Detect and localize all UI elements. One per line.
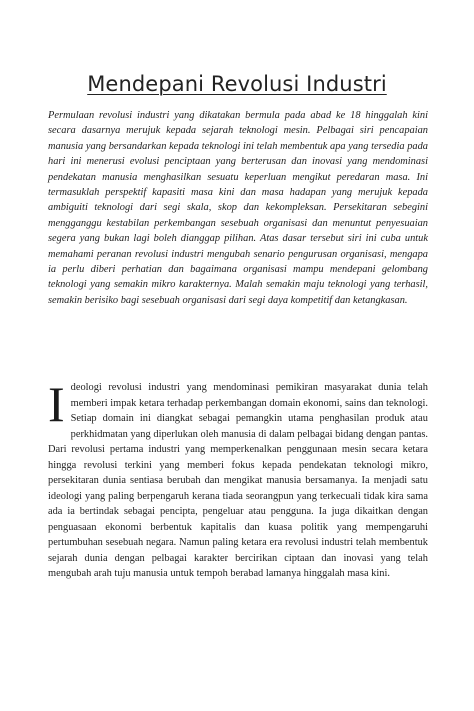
drop-cap-letter: I [48, 376, 65, 432]
page-title: Mendepani Revolusi Industri [87, 72, 387, 96]
body-paragraph [48, 376, 428, 582]
body-paragraph-text: deologi revolusi industri yang mendominasi pemikiran masyarakat dunia telah memberi impak ketara terhadap perkembangan domain ekonomi, sains dan teknologi. Setiap domain ini diangkat sebagai pemangkin utama penghasilan produk atau perkhidmatan yang diperlukan oleh manusia di dalam pelbagai bidang dengan pantas. Dari revolusi pertama industri yang memperkenalkan penggunaan mesin secara ketara hingga revolusi terkini yang memberi fokus kepada pendekatan teknologi mikro, persekitaran dunia sentiasa berubah dan mengikat manusia bersamanya. Ia menjadi satu ideologi yang paling berpengaruh kerana tiada seorangpun yang terkecuali tidak kira sama ada ia bertindak sebagai pencipta, pengeluar atau pengguna. Ia juga dikaitkan dengan penguasaan ekonomi berbentuk kapitalis dan kuasa politik yang mempengaruhi pertumbuhan sesebuah negara. Namun paling ketara era revolusi industri telah membentuk sejarah dunia dengan pelbagai karakter bercirikan ciptaan dan inovasi yang telah mengubah arah tuju manusia untuk tempoh berabad lamanya hinggalah masa kini. [48, 382, 428, 579]
abstract-paragraph: Permulaan revolusi industri yang dikatakan bermula pada abad ke 18 hinggalah kini secara dasarnya merujuk kepada sejarah teknologi mesin. Pelbagai siri pencapaian manusia yang bersandarkan kepada teknologi ini telah membentuk apa yang tersedia pada hari ini menerusi evolusi penciptaan yang berterusan dan inovasi yang mendominasi pendekatan manusia menghasilkan sesuatu keperluan mengikut peredaran masa. Ini termasuklah perspektif kapasiti masa kini dan masa hadapan yang merujuk kepada ambiguiti teknologi dari segi skala, skop dan kekompleksan. Persekitaran sebegini mengganggu kestabilan perkembangan sesebuah organisasi dan menuntut penyesuaian segera yang bukan lagi boleh dianggap pilihan. Atas dasar tersebut siri ini cuba untuk memahami peranan revolusi industri mengubah senario pengurusan organisasi, mengapa ia perlu diberi perhatian dan bagaimana organisasi mampu mendepani gelombang teknologi yang semakin mikro karakternya. Malah semakin maju teknologi yang terhasil, semakin berisiko bagi sesebuah organisasi dari segi daya kompetitif dan ketangkasan. [48, 110, 428, 306]
